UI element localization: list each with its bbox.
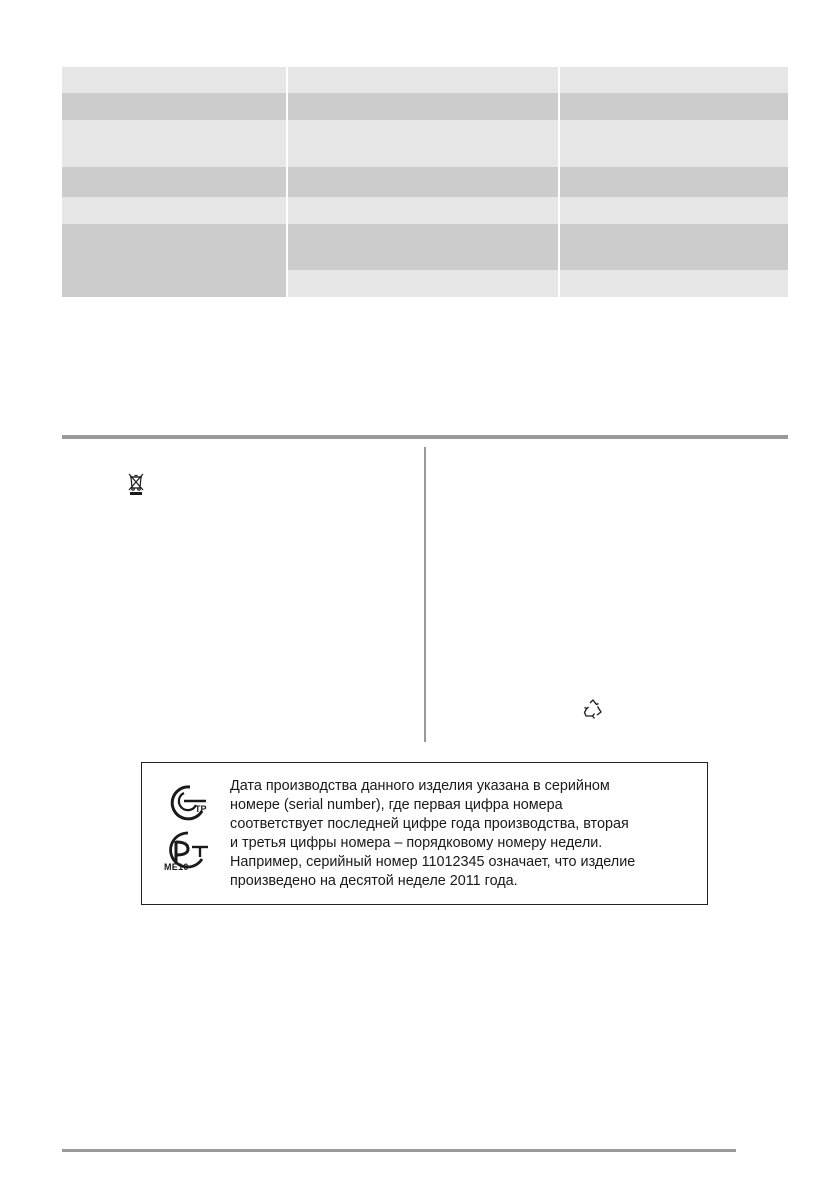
- certification-logos: [162, 781, 214, 891]
- table-cell: [62, 197, 286, 224]
- table-cell: [560, 224, 788, 270]
- table-cell: [560, 197, 788, 224]
- certification-notice: [141, 762, 708, 905]
- section-divider: [62, 435, 788, 439]
- table-cell: [62, 167, 286, 197]
- table-cell: [288, 120, 558, 167]
- table-cell: [288, 93, 558, 120]
- crossed-out-bin-icon: [126, 472, 146, 496]
- table-cell: [288, 167, 558, 197]
- table-cell: [560, 67, 788, 93]
- table-cell: [560, 120, 788, 167]
- table-cell: [288, 224, 558, 270]
- table-cell: [62, 67, 286, 93]
- notice-text: Дата производства данного изделия указана в серийном номере (serial number), где первая цифра номера соответствует последней цифре года производства, вторая и третья цифры номера – порядковому номеру недели. Например, серийный номер 11012345 означает, что изделие произведено на десятой неделе 2011 года.: [230, 778, 636, 889]
- eac-tr-icon: [172, 787, 206, 819]
- recycle-icon: [582, 698, 604, 720]
- table-cell: [62, 224, 286, 297]
- table-cell: [560, 270, 788, 297]
- table-cell: [288, 270, 558, 297]
- table-cell: [62, 120, 286, 167]
- table-cell: [288, 197, 558, 224]
- spec-table: [62, 67, 788, 297]
- column-divider: [424, 447, 426, 742]
- table-cell: [62, 93, 286, 120]
- table-cell: [560, 167, 788, 197]
- cert-code: ME10: [164, 862, 189, 872]
- footer-rule: [62, 1149, 736, 1152]
- table-cell: [288, 67, 558, 93]
- table-cell: [560, 93, 788, 120]
- svg-text:ТР: ТР: [195, 804, 207, 814]
